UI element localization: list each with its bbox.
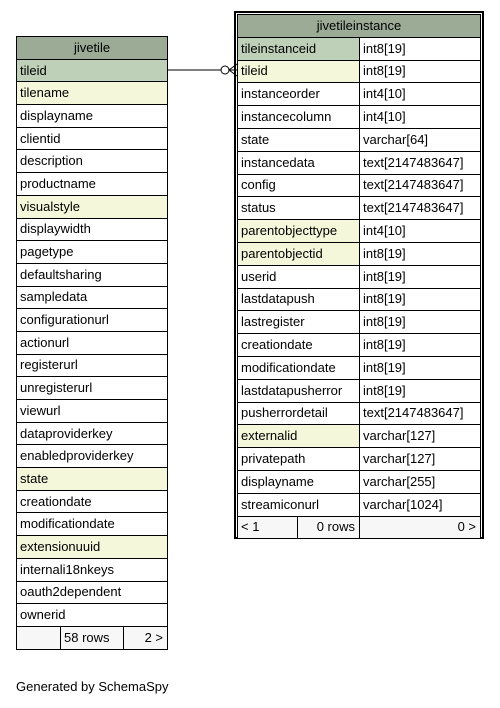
- column-type: int4[10]: [360, 83, 481, 106]
- column-name[interactable]: state: [17, 468, 168, 491]
- column-name[interactable]: actionurl: [17, 331, 168, 354]
- table-row: [17, 173, 168, 196]
- table-row: [17, 286, 168, 309]
- column-name[interactable]: configurationurl: [17, 309, 168, 332]
- column-name[interactable]: modificationdate: [238, 356, 360, 379]
- column-name[interactable]: modificationdate: [17, 513, 168, 536]
- column-name[interactable]: displaywidth: [17, 218, 168, 241]
- table-jivetile: [16, 36, 168, 650]
- column-type: varchar[64]: [360, 128, 481, 151]
- column-type: varchar[127]: [360, 425, 481, 448]
- table-row: [238, 151, 481, 174]
- table-title[interactable]: jivetile: [17, 37, 168, 60]
- column-type: text[2147483647]: [360, 402, 481, 425]
- column-name[interactable]: creationdate: [238, 334, 360, 357]
- table-row: [17, 195, 168, 218]
- table-row: [17, 263, 168, 286]
- column-name[interactable]: tileid: [17, 59, 168, 82]
- table-row: [17, 581, 168, 604]
- column-name[interactable]: tileid: [238, 60, 360, 83]
- footer-prev: [17, 626, 61, 649]
- table-row: [238, 265, 481, 288]
- column-type: varchar[127]: [360, 448, 481, 471]
- table-row: [17, 422, 168, 445]
- column-name[interactable]: displayname: [238, 470, 360, 493]
- column-name[interactable]: parentobjectid: [238, 242, 360, 265]
- column-type: int8[19]: [360, 356, 481, 379]
- column-name[interactable]: pusherrordetail: [238, 402, 360, 425]
- table-row: [238, 83, 481, 106]
- table-row: [17, 331, 168, 354]
- column-type: int8[19]: [360, 334, 481, 357]
- column-type: int8[19]: [360, 60, 481, 83]
- column-type: int4[10]: [360, 220, 481, 243]
- column-name[interactable]: enabledproviderkey: [17, 445, 168, 468]
- table-row: [17, 105, 168, 128]
- column-type: varchar[255]: [360, 470, 481, 493]
- zero-marker-icon: [221, 66, 229, 74]
- column-type: text[2147483647]: [360, 197, 481, 220]
- column-type: int8[19]: [360, 379, 481, 402]
- column-name[interactable]: tileinstanceid: [238, 37, 360, 60]
- table-row: [17, 59, 168, 82]
- column-name[interactable]: productname: [17, 173, 168, 196]
- table-footer: [17, 626, 168, 649]
- column-name[interactable]: lastdatapush: [238, 288, 360, 311]
- column-name[interactable]: parentobjecttype: [238, 220, 360, 243]
- column-name[interactable]: dataproviderkey: [17, 422, 168, 445]
- table-row: [238, 60, 481, 83]
- table-row: [238, 220, 481, 243]
- column-type: int8[19]: [360, 37, 481, 60]
- table-jivetileinstance: [237, 14, 481, 539]
- column-name[interactable]: clientid: [17, 127, 168, 150]
- table-row: [238, 448, 481, 471]
- table-row: [238, 334, 481, 357]
- table-row: [17, 150, 168, 173]
- column-name[interactable]: defaultsharing: [17, 263, 168, 286]
- column-name[interactable]: instanceorder: [238, 83, 360, 106]
- column-type: int8[19]: [360, 265, 481, 288]
- table-row: [17, 218, 168, 241]
- column-name[interactable]: oauth2dependent: [17, 581, 168, 604]
- footer-next[interactable]: 0 >: [360, 516, 481, 539]
- table-row: [17, 127, 168, 150]
- table-row: [238, 470, 481, 493]
- table-row: [17, 445, 168, 468]
- table-row: [17, 377, 168, 400]
- column-name[interactable]: internali18nkeys: [17, 558, 168, 581]
- table-row: [238, 242, 481, 265]
- column-name[interactable]: visualstyle: [17, 195, 168, 218]
- column-name[interactable]: streamiconurl: [238, 493, 360, 516]
- column-name[interactable]: ownerid: [17, 604, 168, 627]
- column-type: varchar[1024]: [360, 493, 481, 516]
- table-row: [17, 82, 168, 105]
- column-name[interactable]: userid: [238, 265, 360, 288]
- table-row: [17, 604, 168, 627]
- table-row: [17, 536, 168, 559]
- column-name[interactable]: privatepath: [238, 448, 360, 471]
- table-row: [17, 309, 168, 332]
- table-row: [17, 241, 168, 264]
- table-row: [238, 106, 481, 129]
- table-title[interactable]: jivetileinstance: [238, 15, 481, 38]
- column-name[interactable]: config: [238, 174, 360, 197]
- column-name[interactable]: displayname: [17, 105, 168, 128]
- table-row: [238, 174, 481, 197]
- column-name[interactable]: sampledata: [17, 286, 168, 309]
- column-name[interactable]: externalid: [238, 425, 360, 448]
- column-name[interactable]: viewurl: [17, 400, 168, 423]
- column-type: int8[19]: [360, 311, 481, 334]
- table-row: [238, 37, 481, 60]
- table-row: [238, 128, 481, 151]
- column-name[interactable]: status: [238, 197, 360, 220]
- column-name[interactable]: registerurl: [17, 354, 168, 377]
- table-row: [238, 493, 481, 516]
- table-row: [238, 288, 481, 311]
- footer-next[interactable]: 2 >: [124, 626, 168, 649]
- table-row: [17, 558, 168, 581]
- column-name[interactable]: lastregister: [238, 311, 360, 334]
- column-name[interactable]: tilename: [17, 82, 168, 105]
- table-row: [238, 379, 481, 402]
- column-name[interactable]: lastdatapusherror: [238, 379, 360, 402]
- footer-row-count[interactable]: 0 rows: [298, 516, 360, 539]
- generator-caption: Generated by SchemaSpy: [16, 679, 169, 694]
- column-type: text[2147483647]: [360, 174, 481, 197]
- table-footer: [238, 516, 481, 539]
- column-name[interactable]: instancecolumn: [238, 106, 360, 129]
- table-row: [17, 354, 168, 377]
- table-row: [17, 513, 168, 536]
- table-row: [17, 468, 168, 491]
- column-type: int8[19]: [360, 288, 481, 311]
- column-type: int4[10]: [360, 106, 481, 129]
- footer-prev[interactable]: < 1: [238, 516, 298, 539]
- table-row: [17, 490, 168, 513]
- column-name[interactable]: state: [238, 128, 360, 151]
- table-row: [238, 356, 481, 379]
- column-name[interactable]: creationdate: [17, 490, 168, 513]
- column-name[interactable]: instancedata: [238, 151, 360, 174]
- table-row: [238, 197, 481, 220]
- column-name[interactable]: description: [17, 150, 168, 173]
- footer-row-count[interactable]: 58 rows: [61, 626, 124, 649]
- column-type: int8[19]: [360, 242, 481, 265]
- table-row: [238, 311, 481, 334]
- column-name[interactable]: extensionuuid: [17, 536, 168, 559]
- column-name[interactable]: pagetype: [17, 241, 168, 264]
- table-row: [238, 425, 481, 448]
- table-row: [17, 400, 168, 423]
- column-type: text[2147483647]: [360, 151, 481, 174]
- table-row: [238, 402, 481, 425]
- column-name[interactable]: unregisterurl: [17, 377, 168, 400]
